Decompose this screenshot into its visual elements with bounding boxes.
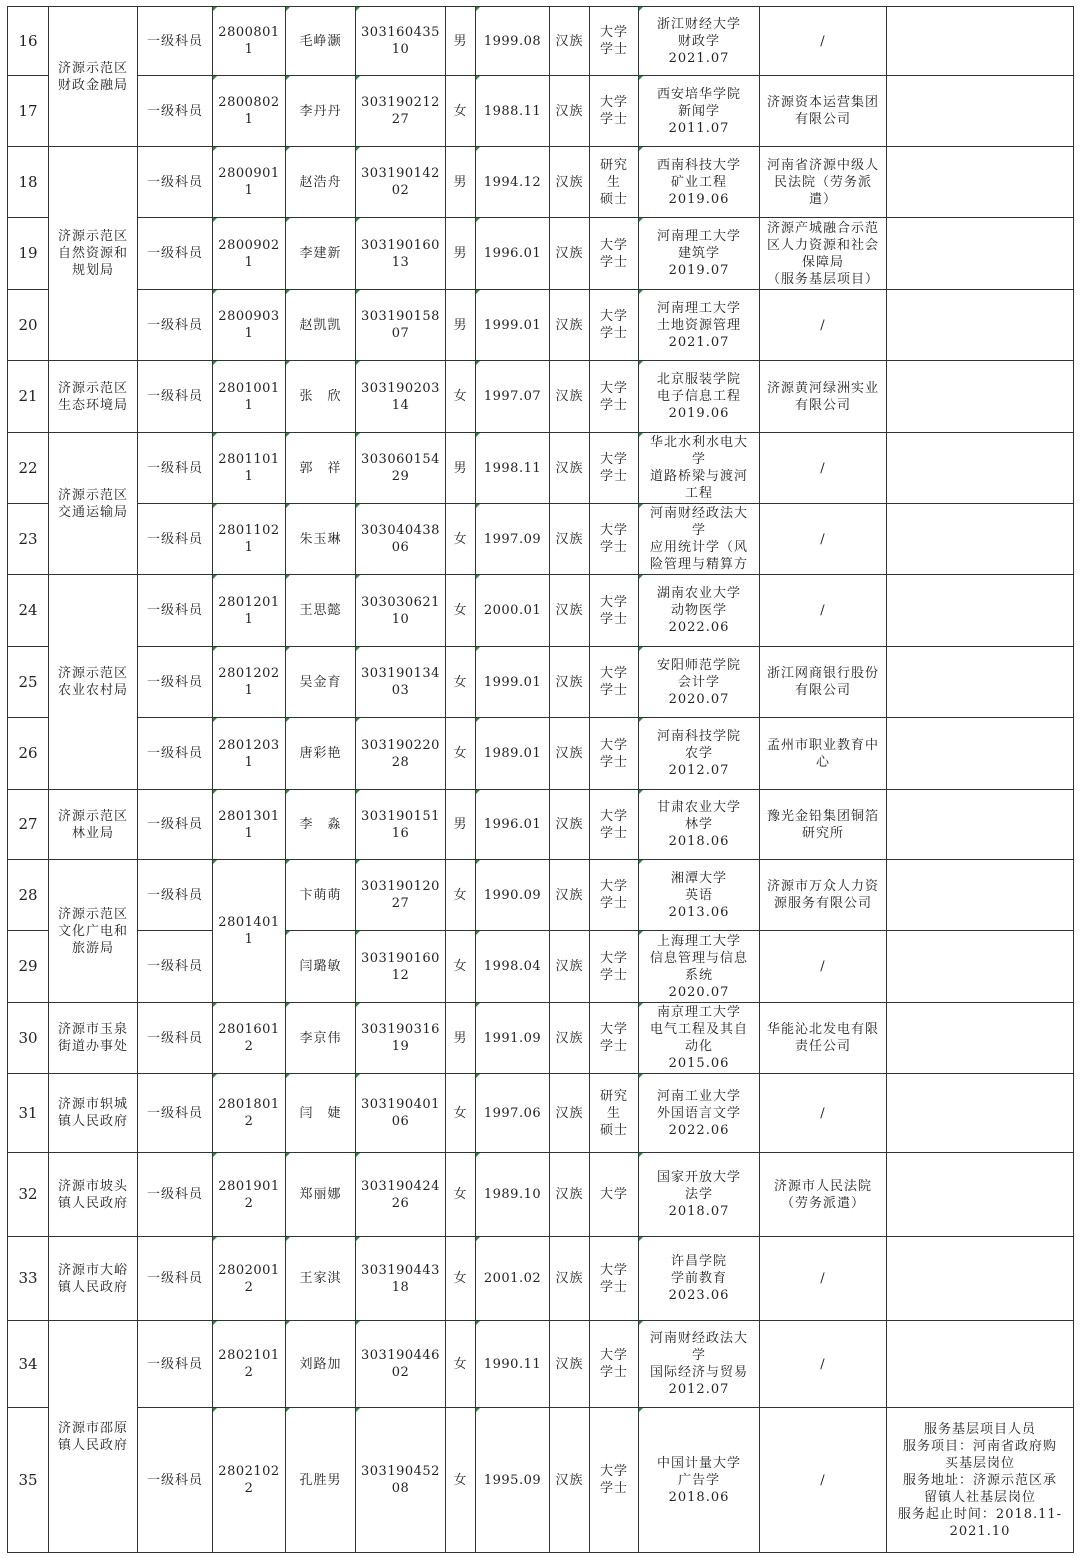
- school-major-cell: 南京理工大学 电气工程及其自 动化 2015.06: [639, 1003, 760, 1074]
- exam-number-cell: 30319015807: [356, 290, 446, 361]
- education-cell: 大学 学士: [590, 647, 639, 718]
- ethnicity-cell: 汉族: [550, 1153, 590, 1237]
- school-major-cell: 上海理工大学 信息管理与信息 系统 2020.07: [639, 931, 760, 1003]
- birth-date-cell: 1997.07: [476, 361, 550, 433]
- row-number-cell: 27: [8, 790, 49, 860]
- work-unit-cell: 孟州市职业教育中 心: [760, 718, 887, 790]
- row-number-cell: 20: [8, 290, 49, 361]
- rank-cell: 一级科员: [138, 575, 213, 647]
- remarks-cell: [887, 718, 1074, 790]
- table-row: [8, 1074, 1074, 1153]
- ethnicity-cell: 汉族: [550, 931, 590, 1003]
- rank-cell: 一级科员: [138, 1237, 213, 1321]
- post-code-cell: 28018012: [213, 1074, 286, 1153]
- row-number-cell: 34: [8, 1321, 49, 1408]
- rank-cell: 一级科员: [138, 218, 213, 290]
- remarks-cell: [887, 504, 1074, 575]
- birth-date-cell: 1996.01: [476, 790, 550, 860]
- table-row: [8, 1153, 1074, 1237]
- sex-cell: 女: [446, 860, 476, 931]
- post-code-cell: 28012011: [213, 575, 286, 647]
- personnel-table: [7, 6, 1074, 1553]
- work-unit-cell: /: [760, 1074, 887, 1153]
- remarks-cell: [887, 1074, 1074, 1153]
- name-cell: 朱玉琳: [286, 504, 356, 575]
- school-major-cell: 许昌学院 学前教育 2023.06: [639, 1237, 760, 1321]
- ethnicity-cell: 汉族: [550, 433, 590, 504]
- education-cell: 大学 学士: [590, 1003, 639, 1074]
- school-major-cell: 湘潭大学 英语 2013.06: [639, 860, 760, 931]
- remarks-cell: [887, 1321, 1074, 1408]
- ethnicity-cell: 汉族: [550, 361, 590, 433]
- education-cell: 大学 学士: [590, 575, 639, 647]
- ethnicity-cell: 汉族: [550, 218, 590, 290]
- table-row: [8, 1237, 1074, 1321]
- department-cell: 济源示范区 生态环境局: [49, 361, 138, 433]
- work-unit-cell: /: [760, 290, 887, 361]
- row-number-cell: 26: [8, 718, 49, 790]
- work-unit-cell: /: [760, 931, 887, 1003]
- exam-number-cell: 30319044318: [356, 1237, 446, 1321]
- education-cell: 大学 学士: [590, 860, 639, 931]
- ethnicity-cell: 汉族: [550, 1321, 590, 1408]
- rank-cell: 一级科员: [138, 1003, 213, 1074]
- post-code-cell: 28012031: [213, 718, 286, 790]
- rank-cell: 一级科员: [138, 1074, 213, 1153]
- row-number-cell: 28: [8, 860, 49, 931]
- education-cell: 研究 生 硕士: [590, 1074, 639, 1153]
- ethnicity-cell: 汉族: [550, 575, 590, 647]
- post-code-cell: 28020012: [213, 1237, 286, 1321]
- ethnicity-cell: 汉族: [550, 860, 590, 931]
- work-unit-cell: /: [760, 1321, 887, 1408]
- table-row: [8, 218, 1074, 290]
- rank-cell: 一级科员: [138, 1321, 213, 1408]
- table-row: [8, 7, 1074, 76]
- work-unit-cell: 河南省济源中级人 民法院（劳务派 遣）: [760, 147, 887, 218]
- row-number-cell: 17: [8, 76, 49, 147]
- school-major-cell: 河南理工大学 建筑学 2019.07: [639, 218, 760, 290]
- row-number-cell: 21: [8, 361, 49, 433]
- exam-number-cell: 30319012027: [356, 860, 446, 931]
- work-unit-cell: /: [760, 1408, 887, 1553]
- school-major-cell: 河南科技学院 农学 2012.07: [639, 718, 760, 790]
- ethnicity-cell: 汉族: [550, 647, 590, 718]
- rank-cell: 一级科员: [138, 7, 213, 76]
- table-row: [8, 575, 1074, 647]
- school-major-cell: 北京服装学院 电子信息工程 2019.06: [639, 361, 760, 433]
- name-cell: 李京伟: [286, 1003, 356, 1074]
- exam-number-cell: 30316043510: [356, 7, 446, 76]
- rank-cell: 一级科员: [138, 860, 213, 931]
- table-row: [8, 718, 1074, 790]
- sex-cell: 女: [446, 1153, 476, 1237]
- birth-date-cell: 1990.09: [476, 860, 550, 931]
- remarks-cell: [887, 76, 1074, 147]
- remarks-cell: [887, 647, 1074, 718]
- table-row: [8, 76, 1074, 147]
- education-cell: 大学 学士: [590, 790, 639, 860]
- birth-date-cell: 1998.11: [476, 433, 550, 504]
- sex-cell: 男: [446, 433, 476, 504]
- department-cell: 济源市玉泉 街道办事处: [49, 1003, 138, 1074]
- exam-number-cell: 30319044602: [356, 1321, 446, 1408]
- ethnicity-cell: 汉族: [550, 1003, 590, 1074]
- birth-date-cell: 1997.06: [476, 1074, 550, 1153]
- exam-number-cell: 30319020314: [356, 361, 446, 433]
- post-code-cell: 28013011: [213, 790, 286, 860]
- school-major-cell: 浙江财经大学 财政学 2021.07: [639, 7, 760, 76]
- table-row: [8, 1408, 1074, 1553]
- rank-cell: 一级科员: [138, 1408, 213, 1553]
- exam-number-cell: 30319014202: [356, 147, 446, 218]
- name-cell: 赵浩舟: [286, 147, 356, 218]
- school-major-cell: 中国计量大学 广告学 2018.06: [639, 1408, 760, 1553]
- ethnicity-cell: 汉族: [550, 7, 590, 76]
- department-cell: 济源示范区 财政金融局: [49, 7, 138, 147]
- education-cell: 大学 学士: [590, 1408, 639, 1553]
- work-unit-cell: 济源黄河绿洲实业 有限公司: [760, 361, 887, 433]
- department-cell: 济源示范区 自然资源和 规划局: [49, 147, 138, 361]
- exam-number-cell: 30306015429: [356, 433, 446, 504]
- birth-date-cell: 1994.12: [476, 147, 550, 218]
- remarks-cell: [887, 433, 1074, 504]
- table-row: [8, 1003, 1074, 1074]
- table-row: [8, 860, 1074, 931]
- birth-date-cell: 1995.09: [476, 1408, 550, 1553]
- ethnicity-cell: 汉族: [550, 290, 590, 361]
- rank-cell: 一级科员: [138, 931, 213, 1003]
- school-major-cell: 国家开放大学 法学 2018.07: [639, 1153, 760, 1237]
- work-unit-cell: 济源资本运营集团 有限公司: [760, 76, 887, 147]
- school-major-cell: 河南财经政法大 学 国际经济与贸易 2012.07: [639, 1321, 760, 1408]
- remarks-cell: 服务基层项目人员 服务项目：河南省政府购 买基层岗位 服务地址：济源示范区承 留镇人社基层岗位 服务起止时间：2018.11- 2021.10: [887, 1408, 1074, 1553]
- post-code-cell: 28016012: [213, 1003, 286, 1074]
- department-cell: 济源市邵原 镇人民政府: [49, 1321, 138, 1553]
- post-code-cell: 28019012: [213, 1153, 286, 1237]
- school-major-cell: 西安培华学院 新闻学 2011.07: [639, 76, 760, 147]
- education-cell: 大学: [590, 1153, 639, 1237]
- remarks-cell: [887, 931, 1074, 1003]
- ethnicity-cell: 汉族: [550, 147, 590, 218]
- name-cell: 李建新: [286, 218, 356, 290]
- ethnicity-cell: 汉族: [550, 504, 590, 575]
- education-cell: 大学 学士: [590, 361, 639, 433]
- sex-cell: 女: [446, 1237, 476, 1321]
- sex-cell: 男: [446, 147, 476, 218]
- department-cell: 济源市轵城 镇人民政府: [49, 1074, 138, 1153]
- sex-cell: 男: [446, 290, 476, 361]
- rank-cell: 一级科员: [138, 647, 213, 718]
- work-unit-cell: /: [760, 433, 887, 504]
- birth-date-cell: 1999.01: [476, 647, 550, 718]
- row-number-cell: 31: [8, 1074, 49, 1153]
- birth-date-cell: 1988.11: [476, 76, 550, 147]
- name-cell: 卞萌萌: [286, 860, 356, 931]
- name-cell: 郑丽娜: [286, 1153, 356, 1237]
- education-cell: 大学 学士: [590, 218, 639, 290]
- table-row: [8, 790, 1074, 860]
- rank-cell: 一级科员: [138, 433, 213, 504]
- name-cell: 刘路加: [286, 1321, 356, 1408]
- row-number-cell: 33: [8, 1237, 49, 1321]
- table-row: [8, 433, 1074, 504]
- education-cell: 大学 学士: [590, 7, 639, 76]
- education-cell: 大学 学士: [590, 1321, 639, 1408]
- post-code-cell: 28021022: [213, 1408, 286, 1553]
- department-cell: 济源市大峪 镇人民政府: [49, 1237, 138, 1321]
- table-row: [8, 647, 1074, 718]
- post-code-cell: 28012021: [213, 647, 286, 718]
- sex-cell: 女: [446, 361, 476, 433]
- rank-cell: 一级科员: [138, 790, 213, 860]
- sex-cell: 女: [446, 504, 476, 575]
- sex-cell: 女: [446, 718, 476, 790]
- post-code-cell: 28009021: [213, 218, 286, 290]
- education-cell: 大学 学士: [590, 718, 639, 790]
- work-unit-cell: 济源产城融合示范 区人力资源和社会 保障局 （服务基层项目）: [760, 218, 887, 290]
- rank-cell: 一级科员: [138, 718, 213, 790]
- row-number-cell: 18: [8, 147, 49, 218]
- birth-date-cell: 1999.08: [476, 7, 550, 76]
- work-unit-cell: 豫光金铅集团铜箔 研究所: [760, 790, 887, 860]
- ethnicity-cell: 汉族: [550, 718, 590, 790]
- row-number-cell: 35: [8, 1408, 49, 1553]
- work-unit-cell: 济源市万众人力资 源服务有限公司: [760, 860, 887, 931]
- row-number-cell: 25: [8, 647, 49, 718]
- remarks-cell: [887, 147, 1074, 218]
- education-cell: 大学 学士: [590, 931, 639, 1003]
- school-major-cell: 安阳师范学院 会计学 2020.07: [639, 647, 760, 718]
- education-cell: 大学 学士: [590, 1237, 639, 1321]
- exam-number-cell: 30319016012: [356, 931, 446, 1003]
- birth-date-cell: 1999.01: [476, 290, 550, 361]
- birth-date-cell: 1996.01: [476, 218, 550, 290]
- rank-cell: 一级科员: [138, 147, 213, 218]
- name-cell: 赵凯凯: [286, 290, 356, 361]
- ethnicity-cell: 汉族: [550, 1074, 590, 1153]
- row-number-cell: 32: [8, 1153, 49, 1237]
- sex-cell: 女: [446, 931, 476, 1003]
- ethnicity-cell: 汉族: [550, 1237, 590, 1321]
- name-cell: 王家淇: [286, 1237, 356, 1321]
- name-cell: 王思懿: [286, 575, 356, 647]
- sex-cell: 女: [446, 1321, 476, 1408]
- name-cell: 李丹丹: [286, 76, 356, 147]
- row-number-cell: 30: [8, 1003, 49, 1074]
- row-number-cell: 23: [8, 504, 49, 575]
- remarks-cell: [887, 860, 1074, 931]
- post-code-cell: 28008011: [213, 7, 286, 76]
- school-major-cell: 西南科技大学 矿业工程 2019.06: [639, 147, 760, 218]
- table-body: [8, 7, 1074, 1553]
- row-number-cell: 24: [8, 575, 49, 647]
- education-cell: 大学 学士: [590, 290, 639, 361]
- birth-date-cell: 1989.01: [476, 718, 550, 790]
- education-cell: 大学 学士: [590, 504, 639, 575]
- ethnicity-cell: 汉族: [550, 76, 590, 147]
- school-major-cell: 湖南农业大学 动物医学 2022.06: [639, 575, 760, 647]
- name-cell: 毛峥灏: [286, 7, 356, 76]
- ethnicity-cell: 汉族: [550, 790, 590, 860]
- school-major-cell: 河南财经政法大 学 应用统计学（风 险管理与精算方: [639, 504, 760, 575]
- post-code-cell: 28014011: [213, 860, 286, 1003]
- birth-date-cell: 1997.09: [476, 504, 550, 575]
- exam-number-cell: 30303062110: [356, 575, 446, 647]
- exam-number-cell: 30319015116: [356, 790, 446, 860]
- row-number-cell: 29: [8, 931, 49, 1003]
- rank-cell: 一级科员: [138, 504, 213, 575]
- work-unit-cell: 浙江网商银行股份 有限公司: [760, 647, 887, 718]
- post-code-cell: 28010011: [213, 361, 286, 433]
- remarks-cell: [887, 575, 1074, 647]
- exam-number-cell: 30319031619: [356, 1003, 446, 1074]
- post-code-cell: 28021012: [213, 1321, 286, 1408]
- remarks-cell: [887, 361, 1074, 433]
- department-cell: 济源示范区 林业局: [49, 790, 138, 860]
- department-cell: 济源示范区 交通运输局: [49, 433, 138, 575]
- sex-cell: 男: [446, 790, 476, 860]
- education-cell: 大学 学士: [590, 433, 639, 504]
- name-cell: 张 欣: [286, 361, 356, 433]
- exam-number-cell: 30319013403: [356, 647, 446, 718]
- birth-date-cell: 1990.11: [476, 1321, 550, 1408]
- sex-cell: 女: [446, 575, 476, 647]
- education-cell: 大学 学士: [590, 76, 639, 147]
- birth-date-cell: 2001.02: [476, 1237, 550, 1321]
- sex-cell: 女: [446, 647, 476, 718]
- school-major-cell: 河南理工大学 土地资源管理 2021.07: [639, 290, 760, 361]
- name-cell: 闫 婕: [286, 1074, 356, 1153]
- department-cell: 济源示范区 农业农村局: [49, 575, 138, 790]
- work-unit-cell: /: [760, 575, 887, 647]
- school-major-cell: 华北水利水电大 学 道路桥梁与渡河 工程: [639, 433, 760, 504]
- exam-number-cell: 30319022028: [356, 718, 446, 790]
- table-row: [8, 147, 1074, 218]
- birth-date-cell: 1991.09: [476, 1003, 550, 1074]
- table-row: [8, 931, 1074, 1003]
- remarks-cell: [887, 1237, 1074, 1321]
- post-code-cell: 28011021: [213, 504, 286, 575]
- table-row: [8, 290, 1074, 361]
- work-unit-cell: /: [760, 7, 887, 76]
- name-cell: 唐彩艳: [286, 718, 356, 790]
- sex-cell: 男: [446, 218, 476, 290]
- ethnicity-cell: 汉族: [550, 1408, 590, 1553]
- name-cell: 李 淼: [286, 790, 356, 860]
- sex-cell: 男: [446, 1003, 476, 1074]
- post-code-cell: 28009011: [213, 147, 286, 218]
- row-number-cell: 22: [8, 433, 49, 504]
- rank-cell: 一级科员: [138, 290, 213, 361]
- sex-cell: 男: [446, 7, 476, 76]
- school-major-cell: 河南工业大学 外国语言文学 2022.06: [639, 1074, 760, 1153]
- remarks-cell: [887, 1153, 1074, 1237]
- post-code-cell: 28009031: [213, 290, 286, 361]
- department-cell: 济源市坡头 镇人民政府: [49, 1153, 138, 1237]
- sex-cell: 女: [446, 1074, 476, 1153]
- exam-number-cell: 30319045208: [356, 1408, 446, 1553]
- post-code-cell: 28011011: [213, 433, 286, 504]
- post-code-cell: 28008021: [213, 76, 286, 147]
- row-number-cell: 16: [8, 7, 49, 76]
- birth-date-cell: 1998.04: [476, 931, 550, 1003]
- exam-number-cell: 30304043806: [356, 504, 446, 575]
- name-cell: 吴金育: [286, 647, 356, 718]
- row-number-cell: 19: [8, 218, 49, 290]
- remarks-cell: [887, 7, 1074, 76]
- exam-number-cell: 30319040106: [356, 1074, 446, 1153]
- exam-number-cell: 30319016013: [356, 218, 446, 290]
- name-cell: 郭 祥: [286, 433, 356, 504]
- birth-date-cell: 1989.10: [476, 1153, 550, 1237]
- remarks-cell: [887, 218, 1074, 290]
- sex-cell: 女: [446, 1408, 476, 1553]
- table-row: [8, 1321, 1074, 1408]
- remarks-cell: [887, 290, 1074, 361]
- name-cell: 孔胜男: [286, 1408, 356, 1553]
- remarks-cell: [887, 1003, 1074, 1074]
- exam-number-cell: 30319021227: [356, 76, 446, 147]
- name-cell: 闫璐敏: [286, 931, 356, 1003]
- table-row: [8, 504, 1074, 575]
- school-major-cell: 甘肃农业大学 林学 2018.06: [639, 790, 760, 860]
- work-unit-cell: 华能沁北发电有限 责任公司: [760, 1003, 887, 1074]
- department-cell: 济源示范区 文化广电和 旅游局: [49, 860, 138, 1003]
- work-unit-cell: /: [760, 1237, 887, 1321]
- birth-date-cell: 2000.01: [476, 575, 550, 647]
- work-unit-cell: 济源市人民法院 （劳务派遣）: [760, 1153, 887, 1237]
- rank-cell: 一级科员: [138, 1153, 213, 1237]
- remarks-cell: [887, 790, 1074, 860]
- sex-cell: 女: [446, 76, 476, 147]
- work-unit-cell: /: [760, 504, 887, 575]
- education-cell: 研究 生 硕士: [590, 147, 639, 218]
- table-row: [8, 361, 1074, 433]
- rank-cell: 一级科员: [138, 361, 213, 433]
- rank-cell: 一级科员: [138, 76, 213, 147]
- exam-number-cell: 30319042426: [356, 1153, 446, 1237]
